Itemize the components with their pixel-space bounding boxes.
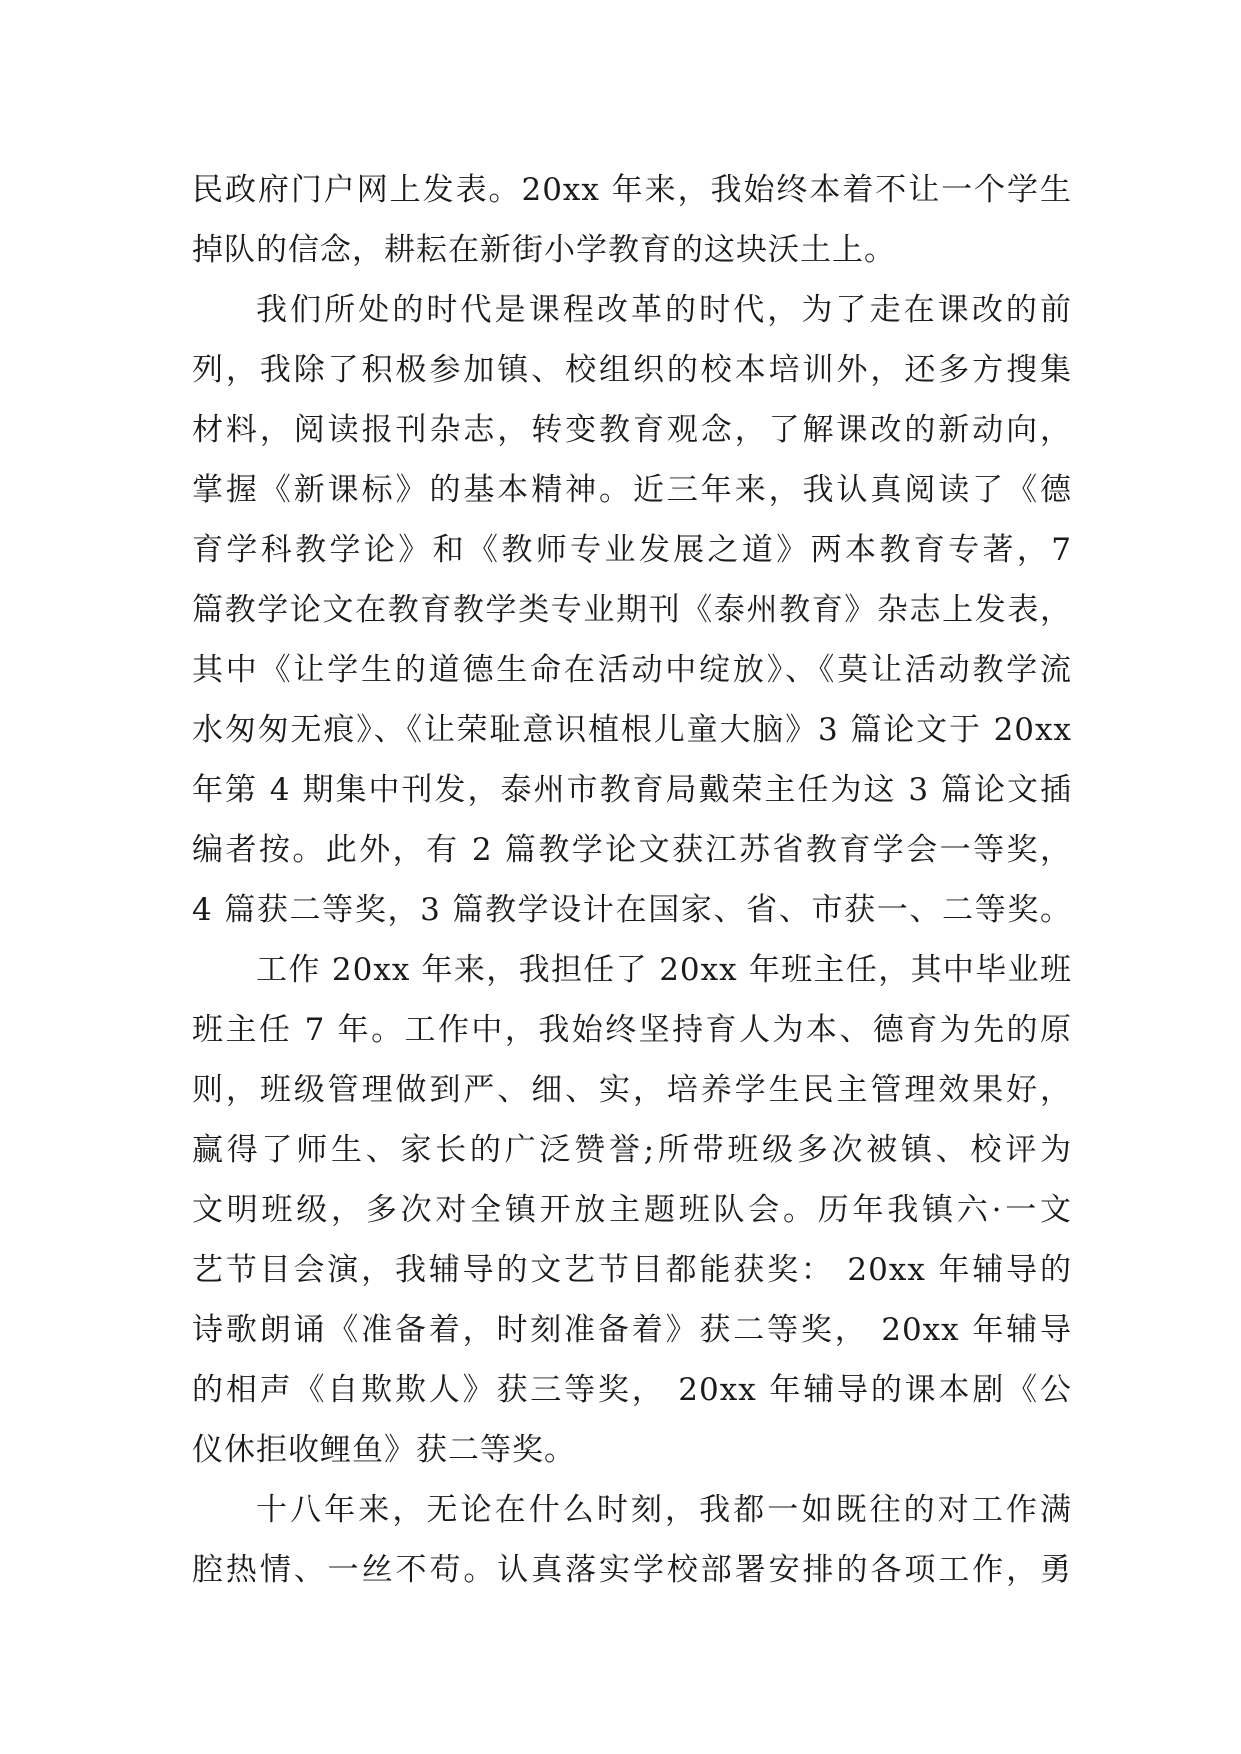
text-line: 的相声《自欺欺人》获三等奖， 20xx 年辅导的课本剧《公 — [192, 1372, 1072, 1408]
text-line: 水匆匆无痕》、《让荣耻意识植根儿童大脑》3 篇论文于 20xx — [192, 712, 1072, 748]
text-line: 诗歌朗诵《准备着，时刻准备着》获二等奖， 20xx 年辅导 — [192, 1312, 1072, 1348]
text-line: 材料，阅读报刊杂志，转变教育观念，了解课改的新动向， — [192, 412, 1072, 448]
text-line: 掉队的信念，耕耘在新街小学教育的这块沃土上。 — [192, 232, 896, 268]
text-line: 年第 4 期集中刊发，泰州市教育局戴荣主任为这 3 篇论文插 — [192, 772, 1072, 808]
text-line: 篇教学论文在教育教学类专业期刊《泰州教育》杂志上发表， — [192, 592, 1072, 628]
text-line: 则，班级管理做到严、细、实，培养学生民主管理效果好， — [192, 1072, 1072, 1108]
text-line: 民政府门户网上发表。20xx 年来，我始终本着不让一个学生 — [192, 172, 1072, 208]
text-line: 育学科教学论》和《教师专业发展之道》两本教育专著，7 — [192, 532, 1072, 568]
text-line: 列，我除了积极参加镇、校组织的校本培训外，还多方搜集 — [192, 352, 1072, 388]
text-line: 其中《让学生的道德生命在活动中绽放》、《莫让活动教学流 — [192, 652, 1072, 688]
text-line: 4 篇获二等奖，3 篇教学设计在国家、省、市获一、二等奖。 — [192, 892, 1072, 928]
text-line: 艺节目会演，我辅导的文艺节目都能获奖： 20xx 年辅导的 — [192, 1252, 1072, 1288]
text-line: 编者按。此外，有 2 篇教学论文获江苏省教育学会一等奖， — [192, 832, 1072, 868]
text-line: 文明班级，多次对全镇开放主题班队会。历年我镇六·一文 — [192, 1192, 1072, 1228]
paragraph-start-line: 我们所处的时代是课程改革的时代，为了走在课改的前 — [256, 292, 1072, 328]
text-line: 班主任 7 年。工作中，我始终坚持育人为本、德育为先的原 — [192, 1012, 1072, 1048]
paragraph-start-line: 十八年来，无论在什么时刻，我都一如既往的对工作满 — [256, 1492, 1072, 1528]
text-line: 掌握《新课标》的基本精神。近三年来，我认真阅读了《德 — [192, 472, 1072, 508]
paragraph-start-line: 工作 20xx 年来，我担任了 20xx 年班主任，其中毕业班 — [256, 952, 1072, 988]
text-line: 仪休拒收鲤鱼》获二等奖。 — [192, 1432, 576, 1468]
document-body — [192, 160, 1072, 1600]
text-line: 赢得了师生、家长的广泛赞誉;所带班级多次被镇、校评为 — [192, 1132, 1072, 1168]
text-line: 腔热情、一丝不苟。认真落实学校部署安排的各项工作，勇 — [192, 1552, 1072, 1588]
